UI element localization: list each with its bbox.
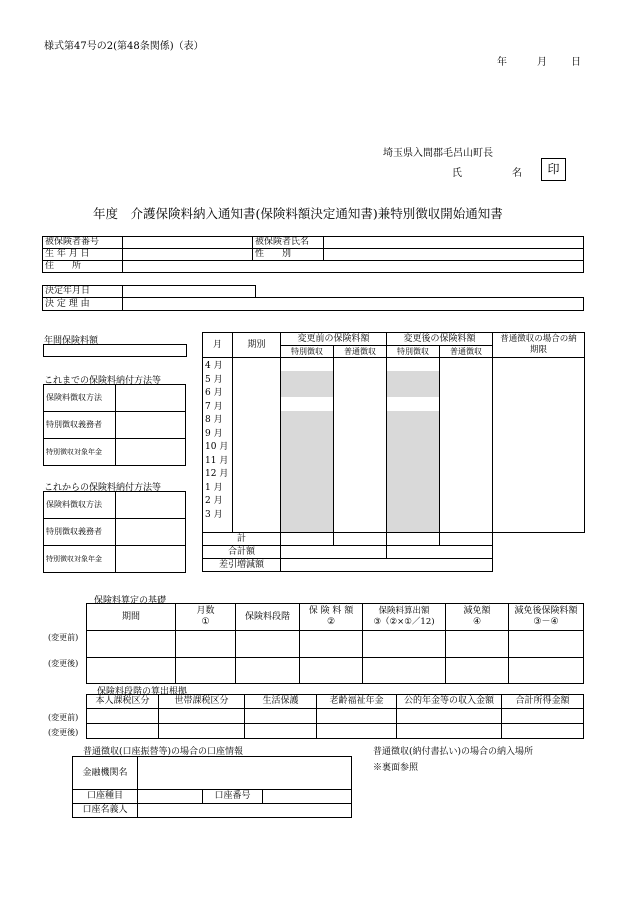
grand-total-label: 合計額	[203, 546, 281, 559]
date-year: 年	[497, 57, 507, 68]
after-special-column[interactable]	[387, 358, 440, 533]
issuer-title: 埼玉県入間郡毛呂山町長	[383, 148, 493, 159]
month-label: 1 月	[205, 482, 223, 493]
insured-name-field[interactable]	[324, 237, 584, 249]
period-column[interactable]	[233, 358, 281, 533]
basis-calc-header	[363, 604, 446, 631]
bank-label: 金融機関名	[73, 757, 138, 790]
past-collection-method-field[interactable]	[116, 385, 186, 412]
sex-field[interactable]	[324, 249, 584, 261]
basis-calc-formula: ③（②×①／12)	[373, 617, 435, 627]
basis-stage-header: 保険料段階	[236, 604, 300, 631]
basis-reduction-header	[446, 604, 509, 631]
past-collection-method-label: 保険料徴収方法	[44, 385, 116, 412]
before-special-header: 特別徴収	[281, 346, 334, 358]
month-label: 7 月	[205, 401, 223, 412]
before-amount-header: 変更前の保険料額	[281, 333, 387, 346]
insured-number-field[interactable]	[123, 237, 253, 249]
basis-after-header	[509, 604, 584, 631]
issuer-name-shi: 氏	[452, 168, 462, 179]
sex-label: 性 別	[253, 249, 324, 261]
date-day: 日	[571, 57, 581, 68]
after-normal-header: 普通徴収	[440, 346, 493, 358]
future-method-table	[43, 491, 186, 573]
total-label: 計	[203, 533, 281, 546]
basis-row-after-label: (変更後)	[48, 659, 79, 668]
seal-stamp: 印	[541, 158, 566, 181]
basis-row-after	[87, 658, 584, 684]
past-obligor-label: 特別徴収義務者	[44, 412, 116, 439]
month-label: 12 月	[205, 469, 229, 479]
stage-header: 本人課税区分	[87, 695, 159, 709]
basis-months-number: ①	[201, 617, 210, 627]
stage-header: 公的年金等の収入金額	[397, 695, 502, 709]
insured-number-label: 被保険者番号	[43, 237, 123, 249]
period-header: 期別	[233, 333, 281, 358]
basis-months-label: 月数	[196, 605, 215, 616]
basis-amount-header	[300, 604, 363, 631]
month-list	[203, 358, 233, 533]
birth-date-label: 生 年 月 日	[43, 249, 123, 261]
before-normal-column[interactable]	[334, 358, 387, 533]
past-pension-label: 特別徴収対象年金	[44, 439, 116, 466]
month-label: 8 月	[205, 415, 223, 425]
basis-months-header	[176, 604, 236, 631]
due-date-column[interactable]	[493, 358, 585, 533]
address-label: 住 所	[43, 261, 123, 273]
month-label: 6 月	[205, 388, 223, 398]
month-header: 月	[203, 333, 233, 358]
decision-reason-field[interactable]	[123, 298, 584, 311]
month-label: 9 月	[205, 428, 223, 439]
stage-header: 老齢福祉年金	[317, 695, 397, 709]
insured-name-label: 被保険者氏名	[253, 237, 324, 249]
stage-header: 合計所得金額	[502, 695, 584, 709]
grand-total-before[interactable]	[281, 546, 387, 559]
insured-table	[42, 236, 584, 273]
account-type-field[interactable]	[138, 790, 203, 804]
before-special-column[interactable]	[281, 358, 334, 533]
future-obligor-label: 特別徴収義務者	[44, 519, 116, 546]
stage-row-before-label: (変更前)	[48, 713, 79, 722]
future-obligor-field[interactable]	[116, 519, 186, 546]
decision-date-label: 決定年月日	[43, 286, 123, 298]
document-title: 年度 介護保険料納入通知書(保険料額決定通知書)兼特別徴収開始通知書	[93, 206, 503, 221]
basis-amount-number: ②	[326, 617, 336, 627]
decision-reason-label: 決 定 理 由	[43, 298, 123, 311]
month-label: 5 月	[205, 374, 223, 385]
past-obligor-field[interactable]	[116, 412, 186, 439]
annual-premium-field[interactable]	[43, 344, 187, 357]
stage-row-after	[87, 724, 584, 739]
form-number: 様式第47号の2(第48条関係)（表）	[44, 41, 204, 52]
bank-field[interactable]	[138, 757, 352, 790]
total-after-normal[interactable]	[440, 533, 493, 546]
past-method-title: これまでの保険料納付方法等	[44, 376, 162, 386]
stage-header: 世帯課税区分	[159, 695, 245, 709]
stage-table	[86, 694, 584, 739]
address-field[interactable]	[123, 261, 584, 273]
future-method-title: これからの保険料納付方法等	[44, 483, 162, 493]
decision-reason-table	[42, 297, 584, 311]
basis-reduction-number: ④	[472, 617, 482, 627]
payment-place-title: 普通徴収(納付書払い)の場合の納入場所	[373, 747, 534, 757]
month-label: 10 月	[205, 442, 229, 452]
basis-row-before-label: (変更前)	[48, 633, 79, 642]
before-normal-header: 普通徴収	[334, 346, 387, 358]
payment-place-note: ※裏面参照	[373, 763, 419, 773]
account-title: 普通徴収(口座振替等)の場合の口座情報	[83, 747, 244, 757]
stage-header: 生活保護	[245, 695, 317, 709]
after-special-header: 特別徴収	[387, 346, 440, 358]
monthly-premium-table	[202, 332, 585, 572]
difference-label: 差引増減額	[203, 559, 281, 572]
future-collection-method-label: 保険料徴収方法	[44, 492, 116, 519]
basis-title: 保険料算定の基礎	[94, 596, 167, 606]
total-before-special[interactable]	[281, 533, 334, 546]
after-amount-header: 変更後の保険料額	[387, 333, 493, 346]
month-label: 4 月	[205, 361, 223, 371]
stage-title: 保険料段階の算出根拠	[97, 687, 188, 697]
due-date-header: 普通徴収の場合の納期限	[493, 333, 585, 358]
grand-total-after[interactable]	[387, 546, 493, 559]
account-type-label: 口座種目	[73, 790, 138, 804]
basis-table	[86, 603, 584, 684]
basis-after-label: 減免後保険料額	[514, 605, 578, 616]
month-label: 3 月	[205, 509, 223, 520]
account-table	[72, 756, 352, 818]
basis-after-formula: ③－④	[533, 617, 559, 627]
past-method-table	[43, 384, 186, 466]
after-normal-column[interactable]	[440, 358, 493, 533]
account-number-field[interactable]	[263, 790, 352, 804]
month-label: 11 月	[205, 455, 229, 466]
past-pension-field[interactable]	[116, 439, 186, 466]
basis-amount-label: 保 険 料 額	[308, 605, 354, 616]
decision-date-field[interactable]	[123, 286, 256, 298]
account-holder-label: 口座名義人	[73, 804, 138, 818]
future-pension-label: 特別徴収対象年金	[44, 546, 116, 573]
stage-row-after-label: (変更後)	[48, 728, 79, 737]
basis-calc-label: 保険料算出額	[378, 606, 430, 617]
future-pension-field[interactable]	[116, 546, 186, 573]
basis-period-header: 期間	[87, 604, 176, 631]
annual-premium-label: 年間保険料額	[44, 336, 99, 346]
issuer-name-mei: 名	[512, 168, 522, 179]
future-collection-method-field[interactable]	[116, 492, 186, 519]
basis-row-before	[87, 631, 584, 658]
stage-row-before	[87, 709, 584, 724]
month-label: 2 月	[205, 496, 223, 506]
total-before-normal[interactable]	[334, 533, 387, 546]
birth-date-field[interactable]	[123, 249, 253, 261]
difference-field[interactable]	[281, 559, 493, 572]
date-month: 月	[537, 57, 547, 68]
account-number-label: 口座番号	[203, 790, 263, 804]
basis-reduction-label: 減免額	[463, 605, 491, 616]
total-after-special[interactable]	[387, 533, 440, 546]
account-holder-field[interactable]	[138, 804, 352, 818]
